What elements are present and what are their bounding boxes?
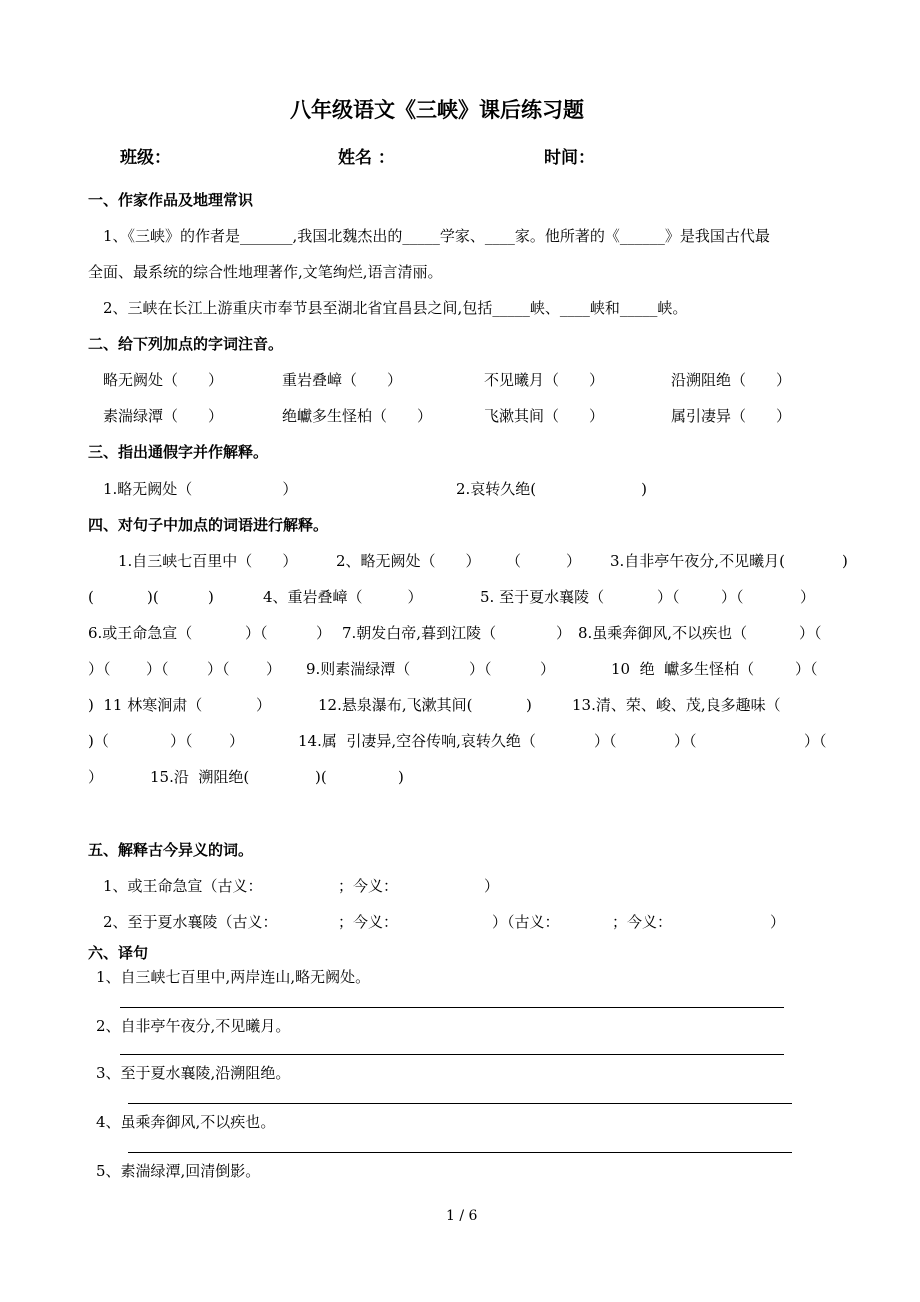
pinyin-item: 不见曦月（ ）: [484, 371, 605, 389]
explain-segment: ）: [800, 588, 816, 606]
pinyin-item: 属引凄异（ ）: [671, 407, 792, 425]
gujin-segment: 2、至于夏水襄陵（古义：: [103, 913, 278, 931]
question-text: 2、三峡在长江上游重庆市奉节县至湖北省宜昌县之间,包括_____峡、____峡和_____峡。: [103, 299, 688, 317]
section-6-heading: 六、译句: [88, 944, 149, 962]
section-1-heading: 一、作家作品及地理常识: [88, 191, 254, 209]
explain-segment: ）: [540, 660, 556, 678]
tongjia-item: 2.哀转久绝( ): [456, 480, 648, 498]
explain-segment: （ ）: [506, 552, 582, 570]
explain-segment: ）（: [245, 624, 268, 642]
explain-segment: 7.朝发白帝,暮到江陵（: [342, 624, 497, 642]
explain-segment: ）（: [799, 624, 822, 642]
explain-segment: ）: [556, 624, 572, 642]
explain-segment: 9.则素湍绿潭（: [306, 660, 411, 678]
pinyin-item: 重岩叠嶂（ ）: [282, 371, 403, 389]
explain-segment: 4、重岩叠嶂（ ）: [263, 588, 423, 606]
explain-segment: 5. 至于夏水襄陵（: [480, 588, 605, 606]
translate-item: 1、自三峡七百里中,两岸连山,略无阙处。: [96, 968, 371, 986]
gujin-segment: ；今义：: [338, 877, 399, 895]
pinyin-item: 素湍绿潭（ ）: [103, 407, 224, 425]
explain-segment: ): [208, 588, 214, 606]
pinyin-item: 绝巘多生怪柏（ ）: [282, 407, 433, 425]
explain-segment: ）: [266, 660, 282, 678]
explain-segment: 3.自非亭午夜分,不见曦月(: [610, 552, 785, 570]
explain-segment: ）（: [795, 660, 818, 678]
gujin-segment: ）（古义：: [492, 913, 560, 931]
explain-segment: ) 11 林寒涧肃（: [88, 696, 203, 714]
pinyin-item: 沿溯阻绝（ ）: [671, 371, 792, 389]
explain-segment: ）（: [146, 660, 169, 678]
explain-segment: ）: [316, 624, 332, 642]
pinyin-item: 飞漱其间（ ）: [484, 407, 605, 425]
gujin-segment: ）: [770, 913, 786, 931]
explain-segment: ）（: [594, 732, 617, 750]
time-label: 时间：: [544, 148, 595, 168]
explain-segment: ）（: [804, 732, 827, 750]
explain-segment: ）（: [88, 660, 111, 678]
gujin-segment: ）: [484, 877, 500, 895]
translate-item: 5、素湍绿潭,回清倒影。: [96, 1162, 261, 1180]
explain-segment: 1.自三峡七百里中（ ）: [118, 552, 298, 570]
explain-segment: 8.虽乘奔御风,不以疾也（: [578, 624, 748, 642]
explain-segment: 14.属 引凄异,空谷传响,哀转久绝（: [298, 732, 536, 750]
explain-segment: )(: [315, 768, 327, 786]
section-4-heading: 四、对句子中加点的词语进行解释。: [88, 516, 329, 534]
answer-line[interactable]: [128, 1152, 792, 1153]
page-title: 八年级语文《三峡》课后练习题: [290, 98, 584, 122]
answer-line[interactable]: [120, 1007, 784, 1008]
translate-item: 3、至于夏水襄陵,沿溯阻绝。: [96, 1064, 291, 1082]
explain-segment: 2、略无阙处（ ）: [336, 552, 481, 570]
explain-segment: 12.悬泉瀑布,飞漱其间(: [318, 696, 473, 714]
explain-segment: )（: [88, 732, 109, 750]
explain-segment: 15.沿 溯阻绝(: [150, 768, 250, 786]
answer-line[interactable]: [128, 1103, 792, 1104]
tongjia-item: 1.略无阙处（ ）: [103, 480, 298, 498]
explain-segment: (: [88, 588, 94, 606]
explain-segment: ）（: [469, 660, 492, 678]
explain-segment: ）: [229, 732, 245, 750]
explain-segment: ）: [256, 696, 272, 714]
explain-segment: ）（: [674, 732, 697, 750]
explain-segment: ）（: [207, 660, 230, 678]
class-label: 班级：: [120, 148, 171, 168]
translate-item: 4、虽乘奔御风,不以疾也。: [96, 1113, 276, 1131]
gujin-segment: ；今义：: [338, 913, 399, 931]
explain-segment: 10 绝 巘多生怪柏（: [611, 660, 755, 678]
translate-item: 2、自非亭午夜分,不见曦月。: [96, 1017, 291, 1035]
explain-segment: ): [842, 552, 848, 570]
explain-segment: ): [526, 696, 532, 714]
answer-line[interactable]: [120, 1054, 784, 1055]
explain-segment: 13.清、荣、峻、茂,良多趣味（: [572, 696, 781, 714]
explain-segment: ）（: [657, 588, 680, 606]
question-text: 1、《三峡》的作者是_______,我国北魏杰出的_____学家、____家。他所著的《______》是我国古代最: [103, 227, 770, 245]
name-label: 姓名 ：: [338, 148, 395, 168]
explain-segment: ）（: [170, 732, 193, 750]
explain-segment: ）: [88, 768, 104, 786]
explain-segment: ）（: [721, 588, 744, 606]
page-number: 1 / 6: [446, 1208, 478, 1224]
explain-segment: 6.或王命急宣（: [88, 624, 193, 642]
section-5-heading: 五、解释古今异义的词。: [88, 841, 254, 859]
section-2-heading: 二、给下列加点的字词注音。: [88, 335, 284, 353]
question-text: 全面、最系统的综合性地理著作,文笔绚烂,语言清丽。: [88, 263, 443, 281]
section-3-heading: 三、指出通假字并作解释。: [88, 443, 269, 461]
gujin-segment: ；今义：: [612, 913, 673, 931]
explain-segment: )(: [147, 588, 159, 606]
explain-segment: ): [398, 768, 404, 786]
gujin-segment: 1、或王命急宣（古义：: [103, 877, 263, 895]
pinyin-item: 略无阙处（ ）: [103, 371, 224, 389]
